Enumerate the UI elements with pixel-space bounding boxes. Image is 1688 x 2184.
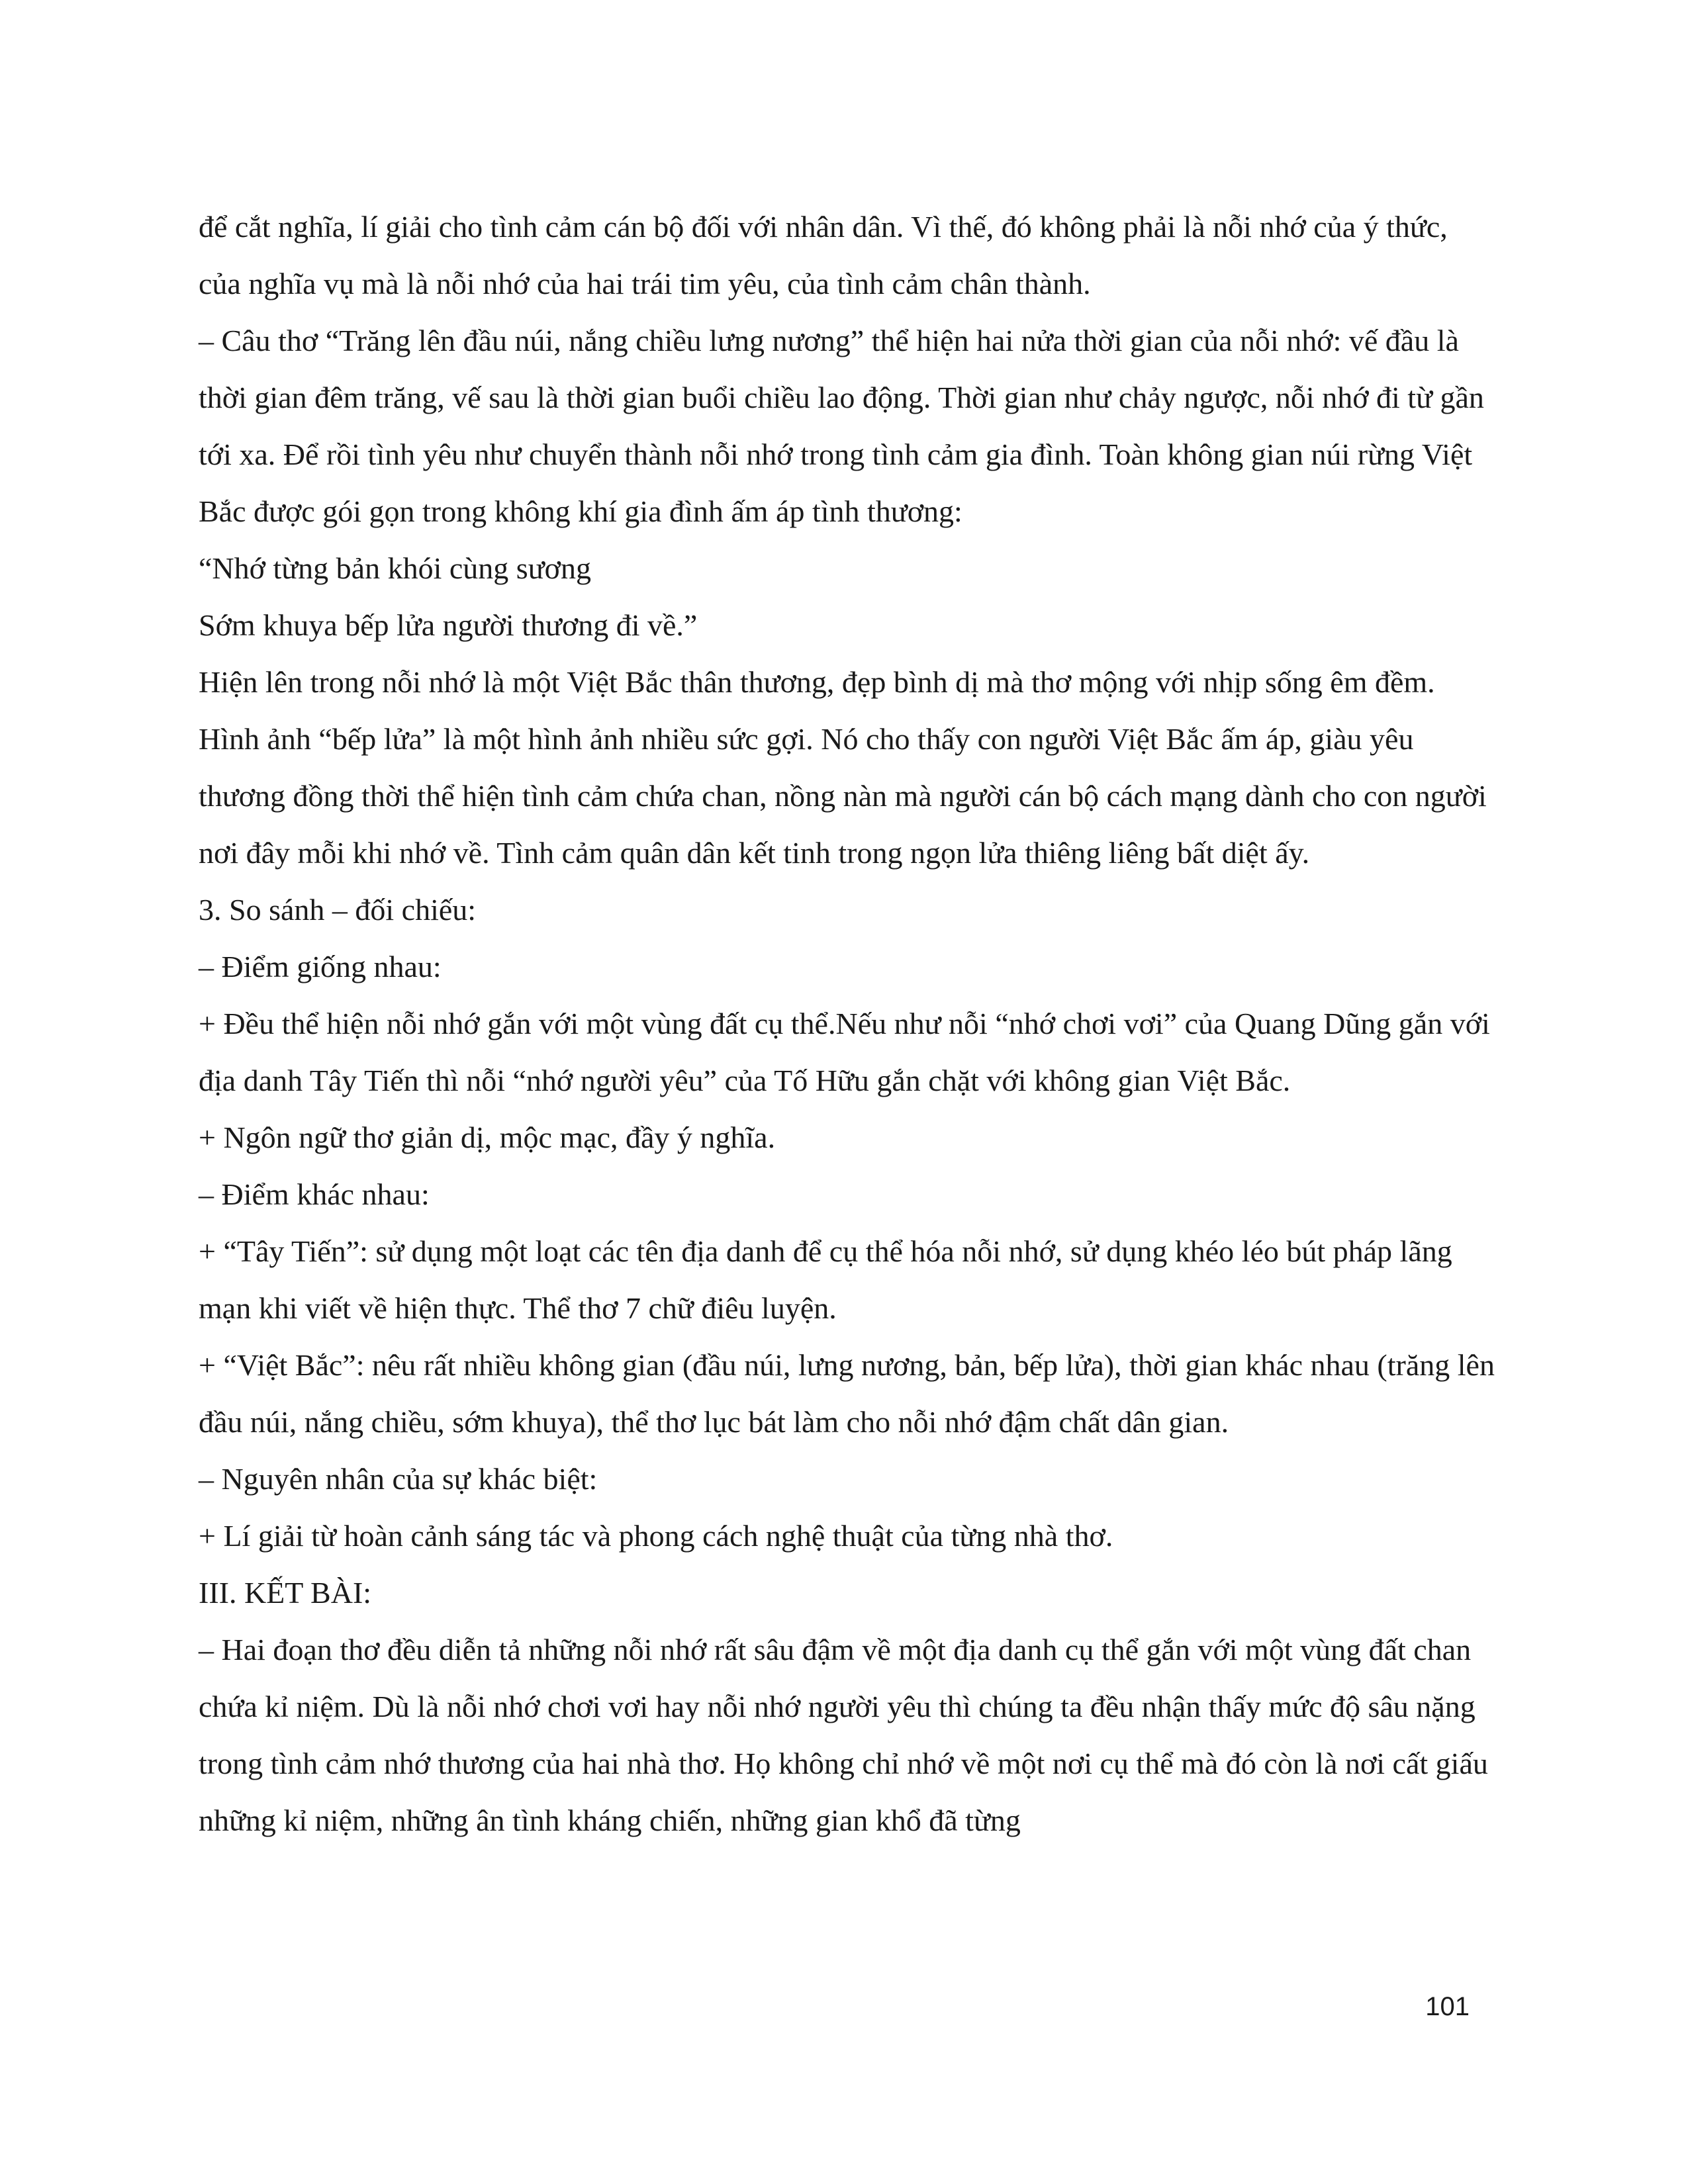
page-number: 101 [1425, 1992, 1470, 2021]
poem-line-1: “Nhớ từng bản khói cùng sương [199, 551, 591, 585]
list-item-difference-tay-tien: + “Tây Tiến”: sử dụng một loạt các tên địa danh để cụ thể hóa nỗi nhớ, sử dụng khéo léo bút pháp lãng mạn khi viết về hiện thực. Thể thơ 7 chữ điêu luyện. [199, 1234, 1452, 1325]
subheading-differences: – Điểm khác nhau: [199, 1177, 430, 1211]
paragraph-hearth-image: Hiện lên trong nỗi nhớ là một Việt Bắc thân thương, đẹp bình dị mà thơ mộng với nhịp sống êm đềm. Hình ảnh “bếp lửa” là một hình ảnh nhiều sức gợi. Nó cho thấy con người Việt Bắc ấm áp, giàu yêu thương đồng thời thể hiện tình cảm chứa chan, nồng nàn mà người cán bộ cách mạng dành cho con người nơi đây mỗi khi nhớ về. Tình cảm quân dân kết tinh trong ngọn lửa thiêng liêng bất diệt ấy. [199, 665, 1487, 870]
list-item-similarity-2: + Ngôn ngữ thơ giản dị, mộc mạc, đầy ý nghĩa. [199, 1120, 776, 1154]
list-item-difference-viet-bac: + “Việt Bắc”: nêu rất nhiều không gian (đầu núi, lưng nương, bản, bếp lửa), thời gian khác nhau (trăng lên đầu núi, nắng chiều, sớm khuya), thể thơ lục bát làm cho nỗi nhớ đậm chất dân gian. [199, 1348, 1495, 1439]
list-item-similarity-1: + Đều thể hiện nỗi nhớ gắn với một vùng đất cụ thể.Nếu như nỗi “nhớ chơi vơi” của Quang Dũng gắn với địa danh Tây Tiến thì nỗi “nhớ người yêu” của Tố Hữu gắn chặt với không gian Việt Bắc. [199, 1007, 1490, 1097]
section-heading-comparison: 3. So sánh – đối chiếu: [199, 893, 477, 927]
document-body [199, 199, 1496, 1849]
paragraph-moon-verse-analysis: – Câu thơ “Trăng lên đầu núi, nắng chiều lưng nương” thể hiện hai nửa thời gian của nỗi nhớ: vế đầu là thời gian đêm trăng, vế sau là thời gian buổi chiều lao động. Thời gian như chảy ngược, nỗi nhớ đi từ gần tới xa. Để rồi tình yêu như chuyển thành nỗi nhớ trong tình cảm gia đình. Toàn không gian núi rừng Việt Bắc được gói gọn trong không khí gia đình ấm áp tình thương: [199, 324, 1484, 528]
subheading-similarities: – Điểm giống nhau: [199, 950, 442, 983]
section-heading-conclusion: III. KẾT BÀI: [199, 1576, 372, 1610]
subheading-reasons: – Nguyên nhân của sự khác biệt: [199, 1462, 598, 1496]
list-item-reason: + Lí giải từ hoàn cảnh sáng tác và phong cách nghệ thuật của từng nhà thơ. [199, 1519, 1113, 1553]
poem-line-2: Sớm khuya bếp lửa người thương đi về.” [199, 608, 698, 642]
paragraph-conclusion: – Hai đoạn thơ đều diễn tả những nỗi nhớ rất sâu đậm về một địa danh cụ thể gắn với một vùng đất chan chứa kỉ niệm. Dù là nỗi nhớ chơi vơi hay nỗi nhớ người yêu thì chúng ta đều nhận thấy mức độ sâu nặng trong tình cảm nhớ thương của hai nhà thơ. Họ không chỉ nhớ về một nơi cụ thể mà đó còn là nơi cất giấu những kỉ niệm, những ân tình kháng chiến, những gian khổ đã từng [199, 1633, 1488, 1837]
paragraph-continuation: để cắt nghĩa, lí giải cho tình cảm cán bộ đối với nhân dân. Vì thế, đó không phải là nỗi nhớ của ý thức, của nghĩa vụ mà là nỗi nhớ của hai trái tim yêu, của tình cảm chân thành. [199, 210, 1448, 300]
